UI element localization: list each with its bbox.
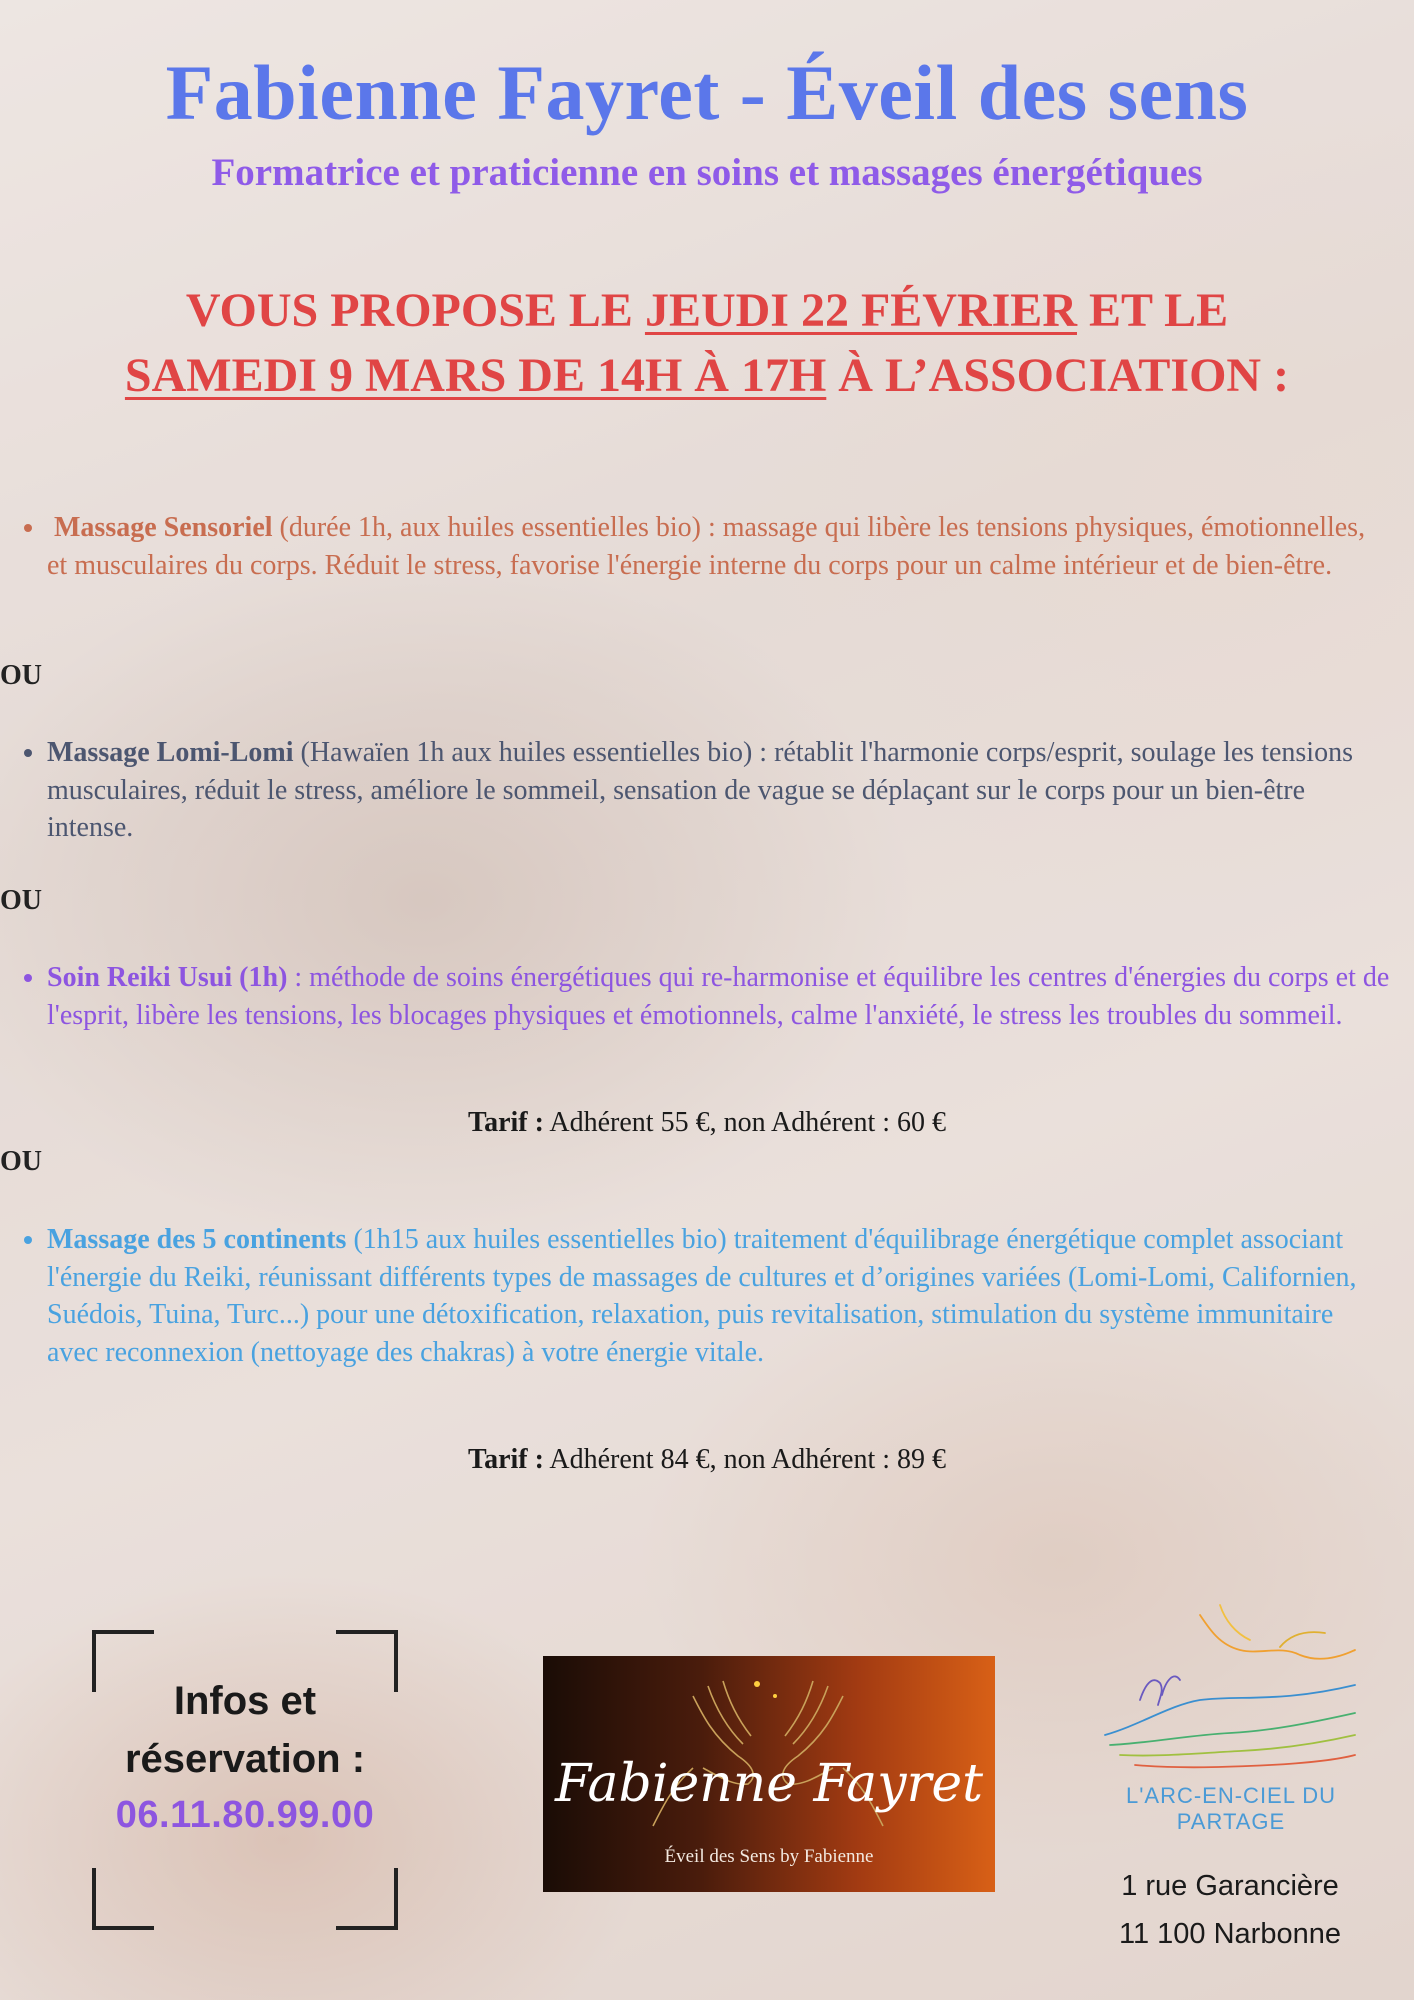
logo-name: Fabienne Fayret [555,1754,983,1814]
association-name: L'ARC-EN-CIEL DU PARTAGE [1125,1783,1337,1834]
service-name: Massage Lomi-Lomi [47,737,294,768]
phone-number[interactable]: 06.11.80.99.00 [115,1794,375,1836]
info-reservation-box [92,1630,398,1930]
tarif-line [0,1444,1414,1476]
service-name: Soin Reiki Usui (1h) [47,962,288,993]
headline-text-2: ET LE [1076,284,1229,337]
service-description: : méthode de soins énergétiques qui re-harmonise et équilibre les centres d'énergies du corps et de l'esprit, libère les tensions, les blocages physiques et émotionnels, calme l'anxiété, le stress les troubles du sommeil. [47,962,1390,1031]
fabienne-fayret-logo [543,1656,995,1892]
service-soin-reiki [20,959,1390,1034]
service-name: Massage des 5 continents [47,1224,347,1255]
headline-text-3: À L’ASSOCIATION : [826,349,1290,402]
service-description: (1h15 aux huiles essentielles bio) traitement d'équilibrage énergétique complet associant l'énergie du Reiki, réunissant différents types de massages de cultures et d’origines variées (Lomi-Lomi, Californien, Suédois, Tuina, Turc...) pour une détoxification, relaxation, puis revitalisation, stimulation du système immunitaire avec reconnexion (nettoyage des chakras) à votre énergie vitale. [47,1224,1357,1368]
service-name: Massage Sensoriel [54,512,273,543]
service-description: (durée 1h, aux huiles essentielles bio) : massage qui libère les tensions physiques, émotionnelles, et musculaires du corps. Réduit le stress, favorise l'énergie interne du corps pour un calme intérieur et de bien-être. [47,512,1366,581]
dove-hand-icon [1100,1585,1362,1780]
separator-ou: OU [0,660,42,691]
info-line-2: réservation : [124,1737,366,1781]
service-massage-lomi-lomi [20,734,1390,847]
service-massage-sensoriel [20,509,1390,584]
address-line-2: 11 100 Narbonne [1119,1918,1341,1950]
list-item [47,1221,1390,1371]
frame-corner [92,1630,154,1692]
page-title: Fabienne Fayret - Éveil des sens [165,49,1249,136]
list-item [47,959,1390,1034]
list-item [47,509,1390,584]
tarif-label: Tarif : [467,1107,544,1138]
tarif-label: Tarif : [467,1444,544,1475]
event-headline [30,278,1384,408]
address [1080,1862,1380,1958]
separator-ou: OU [0,1146,42,1177]
frame-corner [336,1630,398,1692]
tarif-line [0,1107,1414,1139]
headline-date-2: SAMEDI 9 MARS DE 14H À 17H [124,349,827,402]
tarif-value: Adhérent 55 €, non Adhérent : 60 € [543,1107,947,1138]
page-subtitle: Formatrice et praticienne en soins et massages énergétiques [211,151,1203,194]
tarif-value: Adhérent 84 €, non Adhérent : 89 € [543,1444,947,1475]
frame-corner [336,1868,398,1930]
service-massage-5-continents [20,1221,1390,1371]
list-item [47,734,1390,847]
headline-date-1: JEUDI 22 FÉVRIER [644,284,1077,337]
address-line-1: 1 rue Garancière [1121,1870,1339,1902]
frame-corner [92,1868,154,1930]
service-description: (Hawaïen 1h aux huiles essentielles bio) : rétablit l'harmonie corps/esprit, soulage les tensions musculaires, réduit le stress, améliore le sommeil, sensation de vague se déplaçant sur le corps pour un bien-être intense. [47,737,1353,843]
separator-ou: OU [0,885,42,916]
arc-en-ciel-logo [1100,1585,1362,1834]
logo-tagline: Éveil des Sens by Fabienne [664,1846,874,1867]
headline-text-1: VOUS PROPOSE LE [185,284,645,337]
info-line-1: Infos et [173,1679,317,1723]
